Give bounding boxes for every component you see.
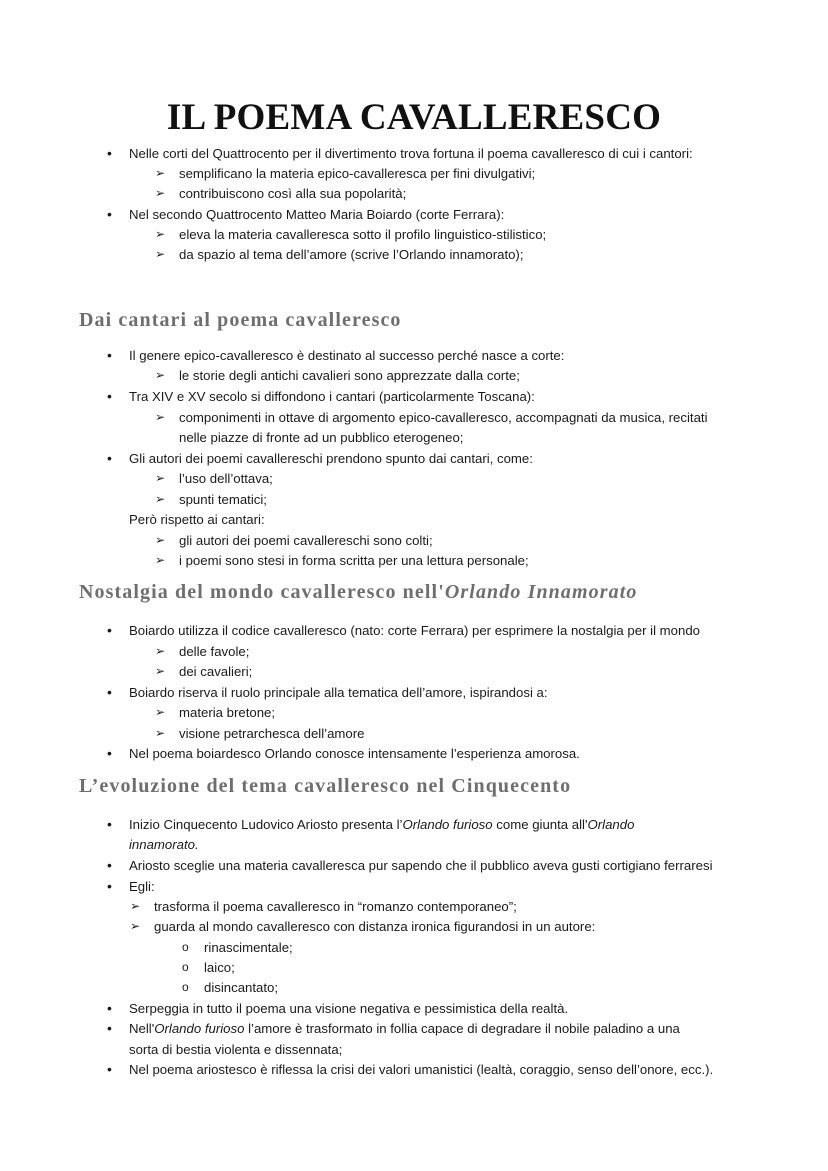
list-item: ➢ guarda al mondo cavalleresco con distanza ironica figurandosi in un autore:: [154, 917, 595, 937]
list-item-continuation: sorta di bestia violenta e dissennata;: [129, 1042, 343, 1057]
list-item: ➢ materia bretone;: [179, 703, 275, 723]
section-heading: Dai cantari al poema cavalleresco: [79, 309, 402, 331]
list-item: • Il genere epico-cavalleresco è destinato al successo perché nasce a corte:: [129, 346, 564, 366]
page-title: IL POEMA CAVALLERESCO: [166, 97, 662, 138]
list-item-continuation: innamorato.: [129, 837, 199, 852]
list-item: ➢ gli autori dei poemi cavallereschi sono colti;: [179, 531, 433, 551]
section-heading-italic: Orlando Innamorato: [444, 581, 638, 603]
list-item: • Egli:: [129, 877, 155, 897]
list-item: • Nel poema boiardesco Orlando conosce intensamente l’esperienza amorosa.: [129, 744, 580, 764]
list-item: ➢ l’uso dell’ottava;: [179, 469, 273, 489]
list-item: o rinascimentale;: [204, 938, 293, 958]
list-item: ➢ visione petrarchesca dell’amore: [179, 724, 364, 744]
list-item: ➢ componimenti in ottave di argomento epico-cavalleresco, accompagnati da musica, recitati: [179, 408, 708, 428]
list-item: • Tra XIV e XV secolo si diffondono i cantari (particolarmente Toscana):: [129, 387, 535, 407]
list-item: o disincantato;: [204, 978, 278, 998]
list-item: • Nell'Orlando furioso l’amore è trasformato in follia capace di degradare il nobile paladino a una: [129, 1019, 680, 1039]
paragraph: Però rispetto ai cantari:: [129, 512, 265, 527]
list-item: ➢ dei cavalieri;: [179, 662, 252, 682]
list-item: ➢ semplificano la materia epico-cavalleresca per fini divulgativi;: [179, 164, 535, 184]
list-item: o laico;: [204, 958, 235, 978]
list-item: ➢ delle favole;: [179, 642, 249, 662]
list-item: • Nelle corti del Quattrocento per il divertimento trova fortuna il poema cavalleresco di cui i cantori:: [129, 144, 693, 164]
list-item: ➢ spunti tematici;: [179, 490, 267, 510]
list-item: ➢ le storie degli antichi cavalieri sono apprezzate dalla corte;: [179, 366, 520, 386]
section-heading-text: Nostalgia del mondo cavalleresco nell': [79, 581, 445, 603]
list-item: • Nel poema ariostesco è riflessa la crisi dei valori umanistici (lealtà, coraggio, senso dell’onore, ecc.).: [129, 1060, 713, 1080]
list-item: • Serpeggia in tutto il poema una visione negativa e pessimistica della realtà.: [129, 999, 568, 1019]
list-item: • Gli autori dei poemi cavallereschi prendono spunto dai cantari, come:: [129, 449, 533, 469]
list-item: ➢ da spazio al tema dell’amore (scrive l’Orlando innamorato);: [179, 245, 524, 265]
list-item-continuation: nelle piazze di fronte ad un pubblico eterogeneo;: [179, 430, 464, 445]
list-item: • Boiardo riserva il ruolo principale alla tematica dell’amore, ispirandosi a:: [129, 683, 548, 703]
list-item: • Nel secondo Quattrocento Matteo Maria Boiardo (corte Ferrara):: [129, 205, 504, 225]
list-item: • Inizio Cinquecento Ludovico Ariosto presenta l’Orlando furioso come giunta all'Orlando: [129, 815, 634, 835]
section-heading: L’evoluzione del tema cavalleresco nel Cinquecento: [79, 775, 572, 797]
list-item: ➢ i poemi sono stesi in forma scritta per una lettura personale;: [179, 551, 529, 571]
list-item: • Ariosto sceglie una materia cavalleresca pur sapendo che il pubblico aveva gusti cortigiano ferraresi: [129, 856, 713, 876]
list-item: ➢ trasforma il poema cavalleresco in “romanzo contemporaneo”;: [154, 897, 517, 917]
list-item: • Boiardo utilizza il codice cavalleresco (nato: corte Ferrara) per esprimere la nostalgia per il mondo: [129, 621, 700, 641]
section-heading: [79, 581, 638, 604]
list-item: ➢ eleva la materia cavalleresca sotto il profilo linguistico-stilistico;: [179, 225, 546, 245]
list-item: ➢ contribuiscono così alla sua popolarità;: [179, 184, 406, 204]
